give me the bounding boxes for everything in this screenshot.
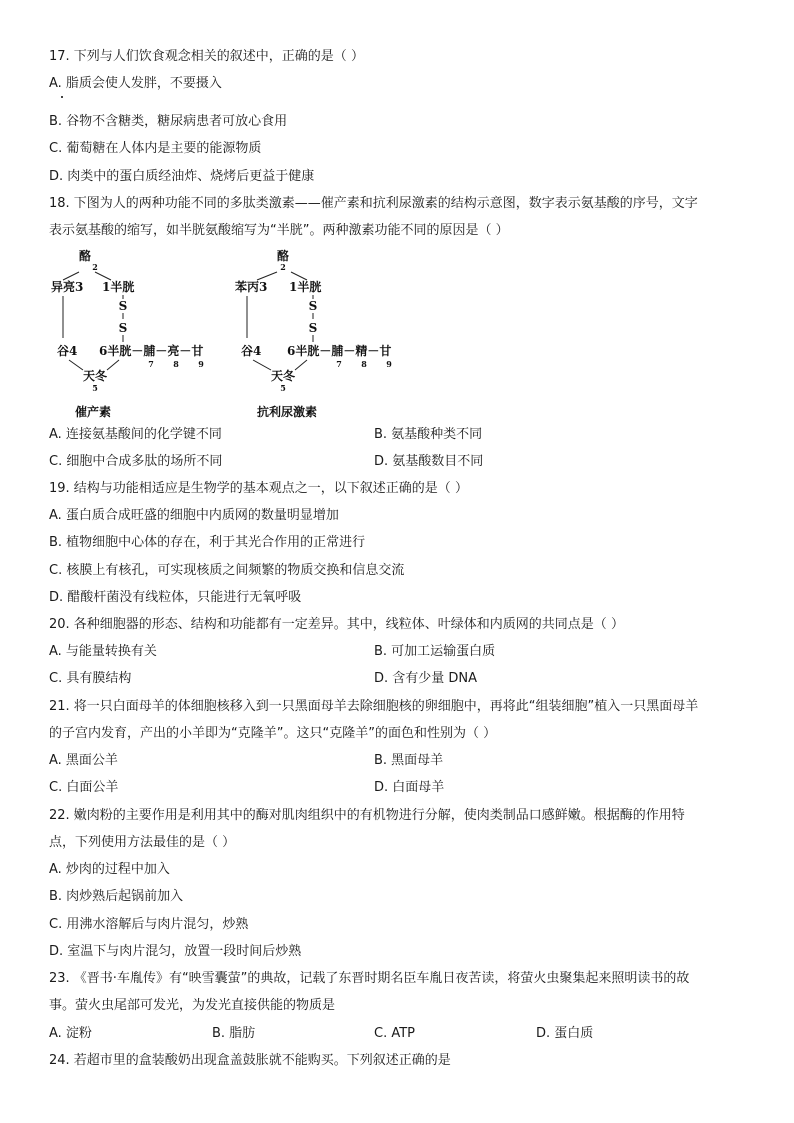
- q24-stem: 24. 若超市里的盒装酸奶出现盒盖鼓胀就不能购买。下列叙述正确的是: [49, 1053, 451, 1068]
- oxytocin-sulfur-1: S: [118, 299, 128, 313]
- vasopressin-sulfur-1: S: [308, 299, 318, 313]
- vasopressin-residue-3: 苯丙3: [235, 280, 268, 294]
- q17-option-d: D. 肉类中的蛋白质经油炸、烧烤后更益于健康: [49, 169, 315, 184]
- vasopressin-structure: [235, 248, 392, 419]
- q19-option-d: D. 醋酸杆菌没有线粒体，只能进行无氧呼吸: [49, 590, 302, 605]
- q17-stem: 17. 下列与人们饮食观念相关的叙述中，正确的是（ ）: [49, 49, 364, 64]
- q23-option-b: B. 脂肪: [212, 1026, 256, 1041]
- vasopressin-num-5: 5: [280, 383, 286, 393]
- oxytocin-residue-2: 酪: [78, 249, 92, 263]
- vasopressin-residue-1: 1半胱: [289, 280, 322, 294]
- vasopressin-chain: 6半胱－脯－精－甘: [287, 344, 392, 358]
- q17-option-c: C. 葡萄糖在人体内是主要的能源物质: [49, 141, 262, 156]
- q18-stem-line1: 18. 下图为人的两种功能不同的多肽类激素——催产素和抗利尿激素的结构示意图，数字表示氨基酸的序号，文字: [49, 196, 698, 211]
- vasopressin-num-8: 8: [361, 359, 367, 369]
- q19-option-a: A. 蛋白质合成旺盛的细胞中内质网的数量明显增加: [49, 508, 339, 523]
- q18-stem-line2: 表示氨基酸的缩写，如半胱氨酸缩写为“半胱”。两种激素功能不同的原因是（ ）: [49, 223, 509, 238]
- q18-option-d: D. 氨基酸数目不同: [374, 454, 484, 469]
- q21-option-a: A. 黑面公羊: [49, 753, 118, 768]
- stray-mark: [61, 96, 63, 98]
- vasopressin-residue-2: 酪: [276, 249, 290, 263]
- q22-option-d: D. 室温下与肉片混匀，放置一段时间后炒熟: [49, 944, 302, 959]
- oxytocin-residue-3: 异亮3: [51, 280, 84, 294]
- q20-option-a: A. 与能量转换有关: [49, 644, 157, 659]
- q23-option-c: C. ATP: [374, 1026, 416, 1041]
- q20-stem: 20. 各种细胞器的形态、结构和功能都有一定差异。其中，线粒体、叶绿体和内质网的共同点是（ ）: [49, 617, 624, 632]
- vasopressin-residue-4: 谷4: [241, 344, 262, 358]
- vasopressin-caption: 抗利尿激素: [256, 405, 318, 419]
- oxytocin-num-5: 5: [92, 383, 98, 393]
- oxytocin-caption: 催产素: [74, 405, 112, 419]
- oxytocin-residue-4: 谷4: [57, 344, 78, 358]
- oxytocin-num-7: 7: [148, 359, 154, 369]
- vasopressin-residue-5: 天冬: [270, 369, 296, 383]
- q22-option-c: C. 用沸水溶解后与肉片混匀，炒熟: [49, 917, 249, 932]
- oxytocin-chain: 6半胱－脯－亮－甘: [99, 344, 204, 358]
- vasopressin-num-2: 2: [280, 262, 286, 272]
- q19-stem: 19. 结构与功能相适应是生物学的基本观点之一，以下叙述正确的是（ ）: [49, 481, 468, 496]
- vasopressin-num-7: 7: [336, 359, 342, 369]
- vasopressin-sulfur-2: S: [308, 321, 318, 335]
- q22-stem-line1: 22. 嫩肉粉的主要作用是利用其中的酶对肌肉组织中的有机物进行分解，使肉类制品口感鲜嫩。根据酶的作用特: [49, 808, 685, 823]
- oxytocin-num-8: 8: [173, 359, 179, 369]
- q19-option-c: C. 核膜上有核孔，可实现核质之间频繁的物质交换和信息交流: [49, 563, 405, 578]
- q18-option-c: C. 细胞中合成多肽的场所不同: [49, 454, 223, 469]
- q21-stem-line1: 21. 将一只白面母羊的体细胞核移入到一只黑面母羊去除细胞核的卵细胞中，再将此“组装细胞”植入一只黑面母羊: [49, 699, 699, 714]
- oxytocin-structure: [51, 248, 204, 419]
- q22-option-a: A. 炒肉的过程中加入: [49, 862, 170, 877]
- q20-option-c: C. 具有膜结构: [49, 671, 132, 686]
- q23-option-a: A. 淀粉: [49, 1026, 92, 1041]
- q17-option-b: B. 谷物不含糖类，糖尿病患者可放心食用: [49, 114, 288, 129]
- q23-stem-line1: 23. 《晋书·车胤传》有“映雪囊萤”的典故，记载了东晋时期名臣车胤日夜苦读，将萤火虫聚集起来照明读书的故: [49, 971, 690, 986]
- q23-stem-line2: 事。萤火虫尾部可发光，为发光直接供能的物质是: [49, 998, 336, 1013]
- q20-option-b: B. 可加工运输蛋白质: [374, 644, 496, 659]
- oxytocin-num-2: 2: [92, 262, 98, 272]
- vasopressin-num-9: 9: [386, 359, 392, 369]
- oxytocin-residue-5: 天冬: [82, 369, 108, 383]
- q23-option-d: D. 蛋白质: [536, 1026, 594, 1041]
- q21-option-b: B. 黑面母羊: [374, 753, 444, 768]
- hormone-structure-figure: [49, 246, 409, 426]
- q17-option-a: A. 脂质会使人发胖，不要摄入: [49, 76, 222, 91]
- q21-option-c: C. 白面公羊: [49, 780, 119, 795]
- q18-option-a: A. 连接氨基酸间的化学键不同: [49, 427, 222, 442]
- q21-option-d: D. 白面母羊: [374, 780, 445, 795]
- q18-option-b: B. 氨基酸种类不同: [374, 427, 483, 442]
- q22-stem-line2: 点，下列使用方法最佳的是（ ）: [49, 835, 236, 850]
- oxytocin-sulfur-2: S: [118, 321, 128, 335]
- q20-option-d: D. 含有少量 DNA: [374, 671, 478, 686]
- oxytocin-residue-1: 1半胱: [102, 280, 135, 294]
- q21-stem-line2: 的子宫内发育，产出的小羊即为“克隆羊”。这只“克隆羊”的面色和性别为（ ）: [49, 726, 497, 741]
- oxytocin-num-9: 9: [198, 359, 204, 369]
- q22-option-b: B. 肉炒熟后起锅前加入: [49, 889, 184, 904]
- q19-option-b: B. 植物细胞中心体的存在，利于其光合作用的正常进行: [49, 535, 366, 550]
